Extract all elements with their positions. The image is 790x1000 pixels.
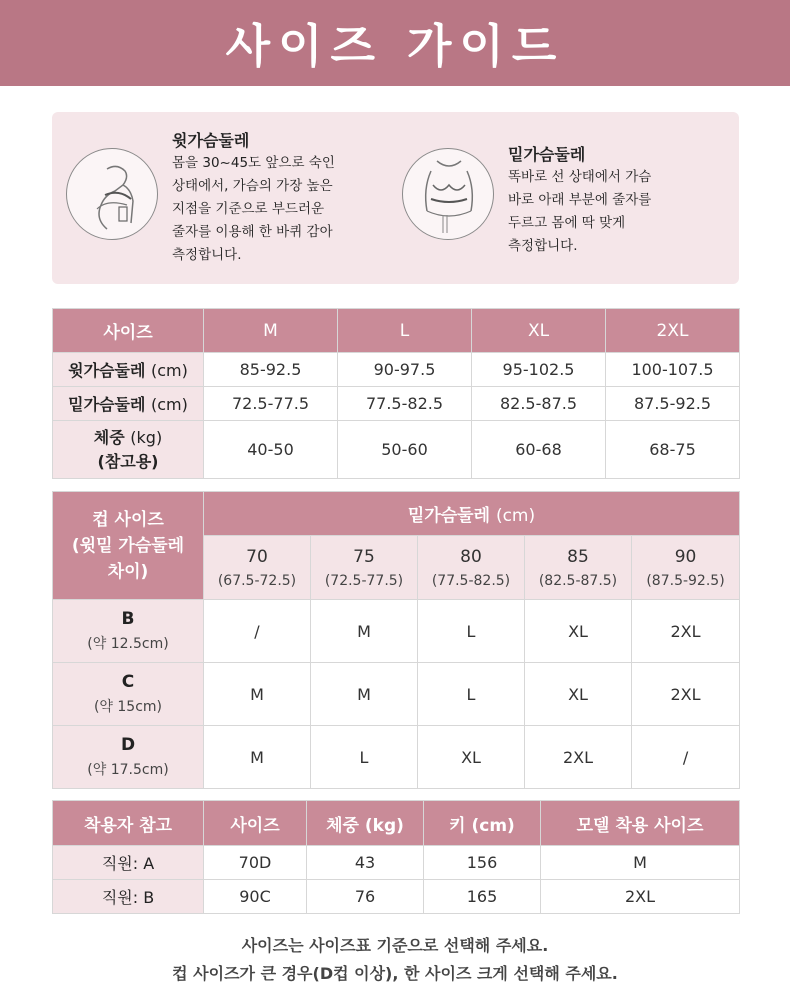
table-header-cell: 사이즈 xyxy=(204,801,307,846)
table-cell: M xyxy=(311,600,418,663)
cup-row-label: C (약 15cm) xyxy=(53,663,204,726)
table-cell: 2XL xyxy=(632,600,740,663)
table-cell: M xyxy=(541,846,740,880)
table-cell: 70D xyxy=(204,846,307,880)
page-header xyxy=(0,0,790,86)
table-cell: 2XL xyxy=(525,726,632,789)
measurement-guide xyxy=(52,112,739,284)
table-header-cell: 키 (cm) xyxy=(424,801,541,846)
under-bust-description: 똑바로 선 상태에서 가슴 바로 아래 부분에 줄자를 두르고 몸에 딱 맞게 측정합니다. xyxy=(508,169,652,254)
table-cell: XL xyxy=(525,600,632,663)
table-cell: 60-68 xyxy=(472,421,606,479)
table-cell: 165 xyxy=(424,880,541,914)
table-header-cell: 모델 착용 사이즈 xyxy=(541,801,740,846)
table-cell: 90C xyxy=(204,880,307,914)
table-header-row xyxy=(53,309,740,353)
upper-bust-title: 윗가슴둘레 xyxy=(172,131,250,150)
table-row xyxy=(53,880,740,914)
row-label: 직원: A xyxy=(53,846,204,880)
table-header-cell: 2XL xyxy=(606,309,740,353)
table-cell: L xyxy=(418,663,525,726)
under-bust-group-header: 밑가슴둘레 (cm) xyxy=(204,492,740,536)
table-cell: 87.5-92.5 xyxy=(606,387,740,421)
footer-note: 컵 사이즈가 큰 경우(D컵 이상), 한 사이즈 크게 선택해 주세요. xyxy=(172,964,618,983)
cup-row-label: D (약 17.5cm) xyxy=(53,726,204,789)
under-bust-column: 70 (67.5-72.5) xyxy=(204,536,311,600)
table-cell: 95-102.5 xyxy=(472,353,606,387)
table-cell: XL xyxy=(525,663,632,726)
table-cell: 2XL xyxy=(541,880,740,914)
table-cell: 90-97.5 xyxy=(338,353,472,387)
table-cell: XL xyxy=(418,726,525,789)
table-row xyxy=(53,353,740,387)
table-cell: M xyxy=(204,663,311,726)
table-cell: M xyxy=(204,726,311,789)
table-header-cell: 체중 (kg) xyxy=(307,801,424,846)
table-cell: 40-50 xyxy=(204,421,338,479)
under-bust-column: 75 (72.5-77.5) xyxy=(311,536,418,600)
table-cell: 76 xyxy=(307,880,424,914)
under-bust-column: 90 (87.5-92.5) xyxy=(632,536,740,600)
model-reference-table xyxy=(52,800,740,914)
under-bust-column: 80 (77.5-82.5) xyxy=(418,536,525,600)
upper-bust-description: 몸을 30~45도 앞으로 숙인 상태에서, 가슴의 가장 높은 지점을 기준으로 부드러운 줄자를 이용해 한 바퀴 감아 측정합니다. xyxy=(172,155,335,263)
table-row xyxy=(53,600,740,663)
cup-size-table xyxy=(52,491,740,789)
table-cell: 100-107.5 xyxy=(606,353,740,387)
table-cell: 82.5-87.5 xyxy=(472,387,606,421)
page-title: 사이즈 가이드 xyxy=(225,19,565,73)
table-cell: L xyxy=(311,726,418,789)
table-row xyxy=(53,387,740,421)
table-cell: 77.5-82.5 xyxy=(338,387,472,421)
under-bust-title: 밑가슴둘레 xyxy=(508,145,586,164)
table-header-cell: 사이즈 xyxy=(53,309,204,353)
table-row xyxy=(53,663,740,726)
size-table xyxy=(52,308,740,479)
row-label: 체중 (kg) (참고용) xyxy=(53,421,204,479)
table-header-row xyxy=(53,801,740,846)
table-cell: 2XL xyxy=(632,663,740,726)
upper-bust-illustration-icon xyxy=(66,148,158,240)
table-header-cell: L xyxy=(338,309,472,353)
cup-size-corner-header: 컵 사이즈 (윗밑 가슴둘레 차이) xyxy=(53,492,204,600)
footer-notes xyxy=(0,932,790,988)
table-cell: L xyxy=(418,600,525,663)
table-row xyxy=(53,846,740,880)
cup-row-label: B (약 12.5cm) xyxy=(53,600,204,663)
table-cell: 72.5-77.5 xyxy=(204,387,338,421)
table-cell: 85-92.5 xyxy=(204,353,338,387)
table-cell: 156 xyxy=(424,846,541,880)
table-header-cell: M xyxy=(204,309,338,353)
table-cell: / xyxy=(204,600,311,663)
row-label: 윗가슴둘레 (cm) xyxy=(53,353,204,387)
row-label: 밑가슴둘레 (cm) xyxy=(53,387,204,421)
table-cell: 43 xyxy=(307,846,424,880)
table-cell: 50-60 xyxy=(338,421,472,479)
table-cell: / xyxy=(632,726,740,789)
table-header-cell: 착용자 참고 xyxy=(53,801,204,846)
table-cell: 68-75 xyxy=(606,421,740,479)
under-bust-column: 85 (82.5-87.5) xyxy=(525,536,632,600)
table-row xyxy=(53,726,740,789)
table-cell: M xyxy=(311,663,418,726)
table-header-cell: XL xyxy=(472,309,606,353)
table-row xyxy=(53,421,740,479)
table-header-row xyxy=(53,492,740,536)
under-bust-illustration-icon xyxy=(402,148,494,240)
footer-note: 사이즈는 사이즈표 기준으로 선택해 주세요. xyxy=(241,936,549,955)
row-label: 직원: B xyxy=(53,880,204,914)
